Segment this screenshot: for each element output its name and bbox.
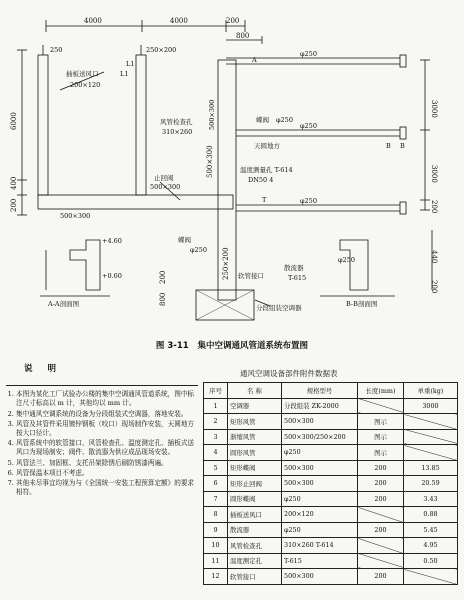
note-item: 5. 风管法兰、加固框、支托吊架除锈后刷防锈漆两遍。	[16, 459, 198, 468]
cell-weight	[404, 445, 458, 461]
cell-length: 200	[358, 460, 404, 476]
label-L1-b: L1	[126, 60, 135, 68]
cell-no: 6	[204, 476, 228, 492]
dim-200-left: 200	[10, 198, 18, 212]
table-row	[204, 553, 458, 569]
table-title: 通风空调设备部件附件数据表	[240, 369, 338, 378]
cell-length: 200	[358, 569, 404, 585]
cell-length	[358, 538, 404, 554]
cell-name: 插板送风口	[228, 507, 282, 523]
cell-weight	[404, 429, 458, 445]
cell-no: 7	[204, 491, 228, 507]
dim-800-vertical: 800	[159, 292, 167, 306]
label-500x300-h2: 500×300	[60, 212, 91, 220]
table-header-row	[204, 383, 458, 399]
table-row	[204, 491, 458, 507]
table-row	[204, 538, 458, 554]
label-phi250-6: φ250	[190, 246, 207, 254]
cell-length	[358, 507, 404, 523]
label-500x300-v1: 500×300	[208, 99, 216, 130]
cell-weight: 4.95	[404, 538, 458, 554]
notes-section	[6, 364, 198, 499]
cell-model: 500×300	[282, 414, 358, 430]
dim-500x300-vertical: 500×300	[206, 145, 214, 178]
cell-weight: 13.85	[404, 460, 458, 476]
dim-6000-left: 6000	[10, 112, 18, 130]
cell-model: 分段组装 ZK-2000	[282, 398, 358, 414]
label-250x200: 250×200	[146, 46, 177, 54]
label-L1-a: L1	[120, 70, 129, 78]
cell-no: 1	[204, 398, 228, 414]
cell-name: 矩形风管	[228, 414, 282, 430]
table-row	[204, 476, 458, 492]
cell-length: 200	[358, 476, 404, 492]
cell-weight: 0.50	[404, 553, 458, 569]
cell-weight	[404, 414, 458, 430]
cell-name: 空调器	[228, 398, 282, 414]
label-round-transition: 天圆地方	[254, 142, 280, 150]
dim-250x200-vertical: 250×200	[222, 247, 230, 280]
header-length: 长度(mm)	[358, 383, 404, 399]
dim-800-top: 800	[236, 32, 250, 40]
cell-length: 图示	[358, 445, 404, 461]
cell-name: 圆形蝶阀	[228, 491, 282, 507]
cell-length: 200	[358, 491, 404, 507]
notes-divider	[6, 385, 198, 386]
cell-name: 软管接口	[228, 569, 282, 585]
cell-model: φ250	[282, 445, 358, 461]
label-butterfly-2: 蝶阀	[178, 236, 191, 244]
header-name: 名 称	[228, 383, 282, 399]
cell-name: 温度测定孔	[228, 553, 282, 569]
label-section-bb: B-B剖面图	[346, 300, 378, 308]
notes-heading: 说 明	[24, 364, 62, 374]
cell-no: 9	[204, 522, 228, 538]
table-row	[204, 522, 458, 538]
label-aa-mark: A	[252, 56, 257, 64]
label-t-mark: T	[262, 196, 267, 204]
table-row	[204, 569, 458, 585]
note-item: 1. 本图为某化工厂试验办公楼的集中空调通风管道系统，图中标注尺寸标高以 m 计，其他均以 mm 计。	[16, 390, 198, 408]
dim-200-top: 200	[226, 17, 240, 25]
cell-model: 500×300	[282, 460, 358, 476]
cell-no: 10	[204, 538, 228, 554]
label-check-valve: 止回阀	[154, 174, 174, 182]
header-weight: 单重(kg)	[404, 383, 458, 399]
dim-440-right: 440	[430, 250, 438, 264]
label-phi250-4: φ250	[300, 197, 317, 205]
dim-4000-left: 4000	[84, 17, 102, 25]
dim-200-vertical-2: 200	[159, 270, 167, 284]
cell-length: 图示	[358, 429, 404, 445]
cell-length	[358, 398, 404, 414]
label-phi250-1: φ250	[276, 116, 293, 124]
cell-length: 200	[358, 522, 404, 538]
cell-model: φ250	[282, 491, 358, 507]
label-500x300-h: 500×300	[150, 183, 181, 191]
label-elev-460: +4.60	[102, 237, 122, 245]
table-row	[204, 507, 458, 523]
note-item: 2. 集中通风空调系统的设备为分段组装式空调器，落地安装。	[16, 410, 198, 419]
label-diffuser: 散流器	[284, 264, 304, 272]
cell-name: 风管检查孔	[228, 538, 282, 554]
table-row	[204, 398, 458, 414]
table-row	[204, 460, 458, 476]
cell-no: 4	[204, 445, 228, 461]
cell-weight: 3.43	[404, 491, 458, 507]
note-item: 7. 其他未尽事宜均视为与《全国统一安装工程预算定额》的要求相符。	[16, 479, 198, 497]
dim-200-right-2: 200	[430, 280, 438, 294]
label-bb-1: B	[386, 142, 391, 150]
figure-caption	[0, 339, 464, 351]
cell-name: 渐缩风管	[228, 429, 282, 445]
cell-model: φ250	[282, 522, 358, 538]
label-louver-size: 200×120	[70, 81, 101, 89]
label-phi250-2: φ250	[300, 50, 317, 58]
cell-model: T-615	[282, 553, 358, 569]
label-section-aa: A-A剖面图	[48, 300, 80, 308]
cell-weight	[404, 569, 458, 585]
label-inspect-size: 310×260	[162, 128, 193, 136]
cell-name: 圆形风管	[228, 445, 282, 461]
cell-length: 图示	[358, 414, 404, 430]
note-item: 4. 风管系统中的软管接口、风管检查孔、温度测定孔、插板式送风口为现场制安；阀件、散流器为供应成品现场安装。	[16, 439, 198, 457]
cell-no: 2	[204, 414, 228, 430]
label-soft-pipe: 软管接口	[238, 272, 264, 280]
cell-name: 矩形止回阀	[228, 476, 282, 492]
label-elev-060: +0.60	[102, 272, 122, 280]
dim-4000-right: 4000	[170, 17, 188, 25]
label-inspect-name: 风管检查孔	[160, 118, 193, 126]
cell-weight: 0.88	[404, 507, 458, 523]
note-item: 3. 风管及其管件采用镀锌钢板（咬口）现场制作安装，天圆地方按大口径计。	[16, 420, 198, 438]
cell-name: 矩形蝶阀	[228, 460, 282, 476]
cell-model: 500×300	[282, 569, 358, 585]
cell-no: 5	[204, 460, 228, 476]
label-phi250-5: φ250	[338, 256, 355, 264]
cell-model: 200×120	[282, 507, 358, 523]
cell-weight: 5.45	[404, 522, 458, 538]
label-bb-2: B	[400, 142, 405, 150]
table-row	[204, 429, 458, 445]
cell-weight: 3000	[404, 398, 458, 414]
cell-weight: 20.59	[404, 476, 458, 492]
label-butterfly-1: 蝶阀	[256, 116, 269, 124]
cell-length	[358, 553, 404, 569]
cell-model: 310×260 T-614	[282, 538, 358, 554]
parts-table	[203, 382, 458, 585]
header-model: 规格型号	[282, 383, 358, 399]
dim-3000-lower: 3000	[430, 165, 438, 183]
label-dn50: DN50 4	[248, 176, 274, 184]
header-no: 序号	[204, 383, 228, 399]
table-row	[204, 445, 458, 461]
cell-no: 11	[204, 553, 228, 569]
dim-200-right: 200	[430, 200, 438, 214]
label-louver-name: 插板送风口	[66, 70, 99, 78]
cell-name: 散流器	[228, 522, 282, 538]
cell-no: 12	[204, 569, 228, 585]
label-phi250-3: φ250	[300, 122, 317, 130]
figure-number: 图 3-11	[155, 341, 189, 351]
dim-400-left: 400	[10, 176, 18, 190]
cell-model: 500×300/250×200	[282, 429, 358, 445]
label-t615: T-615	[288, 274, 307, 282]
figure-title: 集中空调通风管道系统布置图	[197, 341, 309, 351]
label-250: 250	[50, 46, 63, 54]
note-item: 6. 风管保温本项目不考虑。	[16, 469, 198, 478]
dim-3000-upper: 3000	[430, 100, 438, 118]
label-unit: 分段组装空调器	[256, 304, 302, 312]
cell-model: 500×300	[282, 476, 358, 492]
table-row	[204, 414, 458, 430]
cell-no: 8	[204, 507, 228, 523]
cell-no: 3	[204, 429, 228, 445]
label-temp-port: 温度测量孔 T-614	[240, 166, 293, 174]
